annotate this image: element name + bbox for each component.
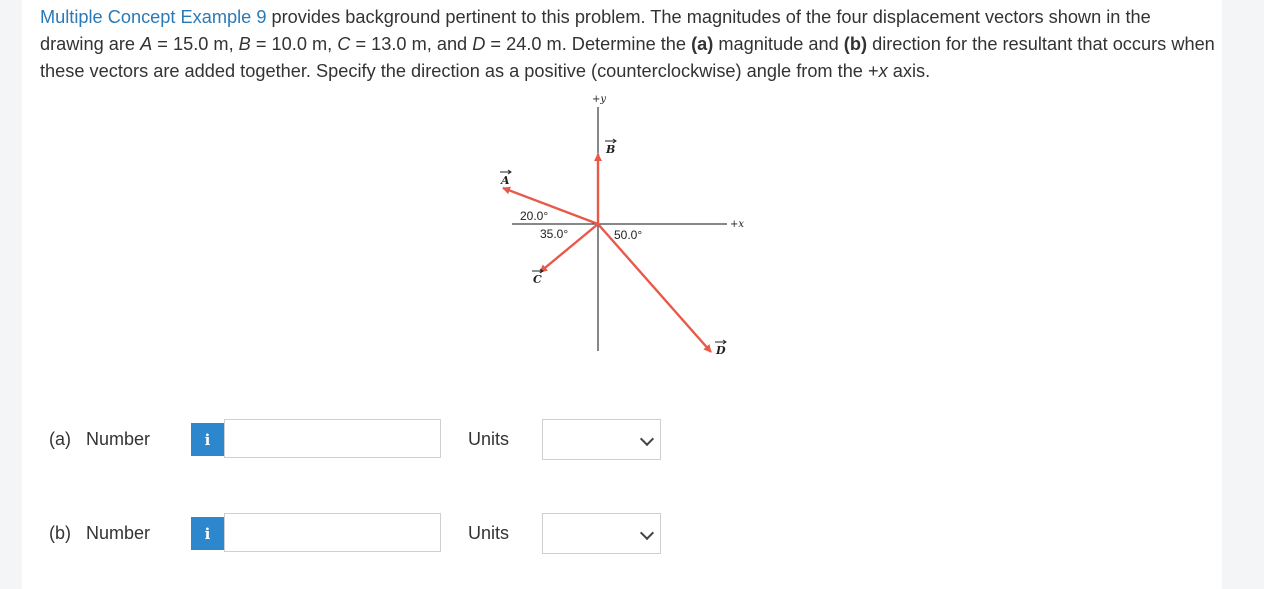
problem-text: axis.	[887, 61, 931, 81]
part-a-units-select[interactable]	[542, 419, 661, 460]
problem-text: = 13.0 m, and	[350, 34, 473, 54]
problem-text: = 24.0 m. Determine the	[485, 34, 692, 54]
info-icon[interactable]: i	[191, 517, 224, 550]
part-a-number-input[interactable]	[224, 419, 441, 458]
problem-text: provides background pertinent to this problem. The magnitudes of the four displacement vectors shown in the drawing are	[40, 7, 1151, 54]
problem-text: direction for the resultant that occurs when these vectors are added together. Specify the direction as a positive (counterclockwise) angle from the +	[40, 34, 1215, 81]
var-a: A	[140, 34, 153, 54]
concept-example-link[interactable]: Multiple Concept Example 9	[40, 7, 267, 27]
vector-d	[598, 224, 711, 352]
answer-row-a	[22, 419, 1222, 461]
part-b-number-label: (b) Number	[49, 523, 151, 543]
answer-row-b	[22, 513, 1222, 555]
svg-text:A: A	[501, 174, 510, 187]
vector-d-label	[715, 340, 726, 357]
problem-text: = 15.0 m,	[152, 34, 239, 54]
angle-d-label: 50.0°	[614, 228, 643, 242]
svg-text:C: C	[533, 273, 542, 286]
vector-a	[503, 188, 598, 224]
y-axis-label: +y	[592, 94, 607, 105]
vector-c-label	[532, 269, 543, 286]
vector-b-label	[605, 139, 616, 156]
vector-diagram	[22, 0, 1222, 400]
x-axis-label: +x	[730, 219, 745, 230]
svg-text:D: D	[716, 344, 726, 357]
var-d: D	[472, 34, 486, 54]
part-a-units-label: Units	[468, 429, 510, 449]
var-b: B	[238, 34, 251, 54]
angle-a-label: 20.0°	[520, 209, 549, 223]
part-a-number-label: (a) Number	[49, 429, 151, 449]
vector-a-label	[500, 170, 511, 187]
problem-text: = 10.0 m,	[250, 34, 338, 54]
chevron-down-icon	[640, 526, 654, 540]
part-a-marker: (a)	[691, 34, 714, 54]
var-c: C	[337, 34, 351, 54]
part-b-units-label: Units	[468, 523, 510, 543]
angle-c-label: 35.0°	[540, 227, 569, 241]
question-card	[22, 0, 1222, 589]
var-x: x	[878, 61, 888, 81]
problem-text: magnitude and	[713, 34, 844, 54]
part-b-marker: (b)	[843, 34, 868, 54]
part-b-units-select[interactable]	[542, 513, 661, 554]
part-b-number-input[interactable]	[224, 513, 441, 552]
info-icon[interactable]: i	[191, 423, 224, 456]
chevron-down-icon	[640, 432, 654, 446]
svg-text:B: B	[606, 143, 616, 156]
